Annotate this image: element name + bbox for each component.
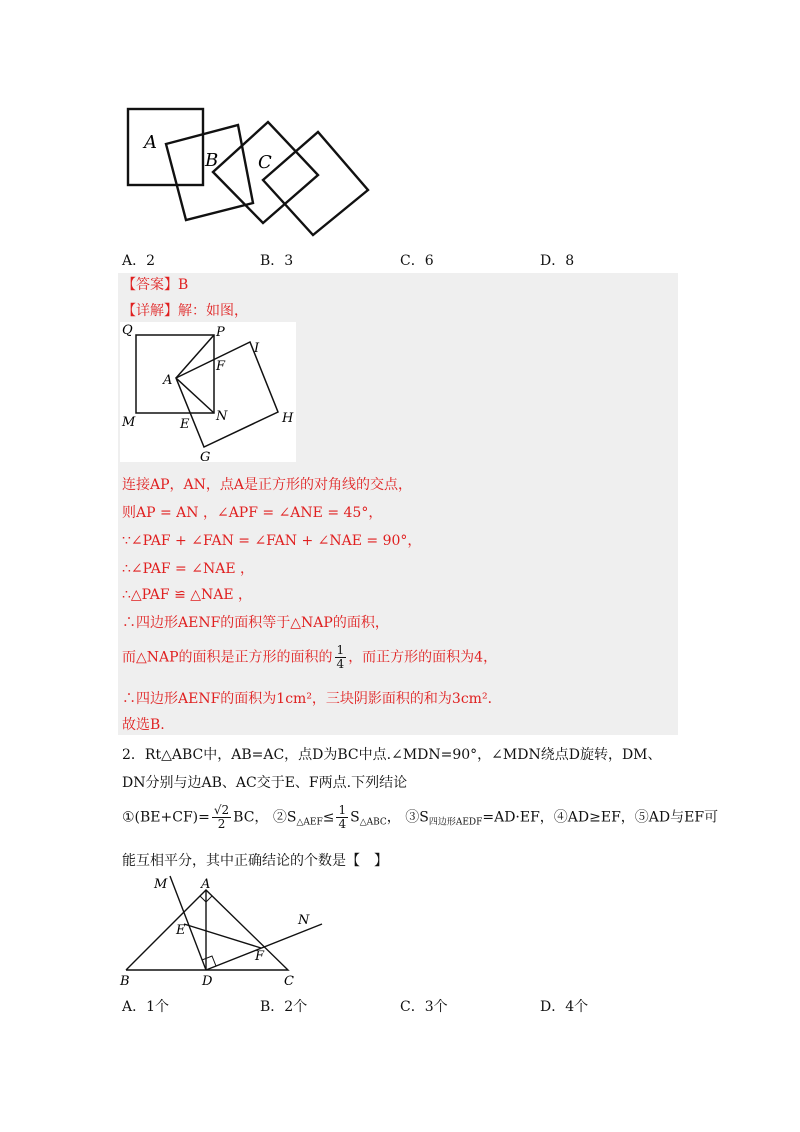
label-e: E: [180, 417, 190, 432]
line7-post: ，而正方形的面积为4，: [348, 649, 498, 666]
q2-stem-line-2: DN分别与边AB、AC交于E、F两点.下列结论: [122, 775, 408, 791]
c2-s: S: [350, 809, 360, 826]
label-a3: A: [201, 877, 211, 892]
c1-numerator: √2: [213, 803, 230, 817]
line7-pre: 而△NAP的面积是正方形的面积的: [122, 649, 333, 666]
label-b: B: [205, 150, 219, 171]
answer-figure: [118, 322, 298, 462]
solution-line-8: ∴四边形AENF的面积为1cm²，三块阴影面积的和为3cm²．: [122, 691, 502, 707]
q2-triangle-figure: [118, 872, 338, 992]
label-f: F: [216, 359, 226, 374]
label-d2: D: [202, 974, 213, 989]
q1-option-c[interactable]: C．6: [400, 253, 434, 269]
label-n: N: [216, 409, 228, 424]
c1-denominator: 2: [217, 817, 226, 831]
detail-line: [122, 302, 248, 320]
label-c2: C: [284, 974, 294, 989]
c3-pre: ③S: [405, 809, 429, 826]
c2-denominator: 4: [338, 817, 347, 831]
answer-line: [122, 276, 188, 294]
label-a2: A: [163, 373, 173, 388]
label-h: H: [282, 411, 294, 426]
label-i: I: [254, 341, 260, 356]
label-e2: E: [176, 923, 186, 938]
solution-line-1: 连接AP，AN，点A是正方形的对角线的交点，: [122, 477, 412, 493]
c2-sub2: △ABC: [359, 817, 387, 828]
label-m: M: [122, 415, 136, 430]
c2-mid: ≤: [322, 809, 335, 826]
q1-squares-figure: [118, 100, 378, 240]
detail-text: 解：如图，: [178, 303, 248, 319]
c1-post: BC，: [233, 809, 269, 826]
solution-line-6: ∴四边形AENF的面积等于△NAP的面积，: [122, 615, 389, 631]
q2-stem-line-1: 2．Rt△ABC中，AB=AC，点D为BC中点.∠MDN=90°，∠MDN绕点D旋转，DM、: [122, 747, 662, 763]
c2-numerator: 1: [338, 803, 347, 817]
label-f2: F: [255, 949, 265, 964]
square-a: [128, 109, 203, 185]
solution-line-4: ∴∠PAF = ∠NAE ，: [122, 561, 254, 577]
c2-sub1: △AEF: [296, 817, 323, 828]
square-d: [263, 132, 368, 235]
solution-line-2: 则AP = AN ，∠APF = ∠ANE = 45°，: [122, 505, 383, 521]
c2-pre: ②S: [272, 809, 297, 826]
label-q: Q: [122, 323, 133, 338]
q1-option-b[interactable]: B．3: [260, 253, 294, 269]
square-b: [166, 125, 253, 220]
fraction-denominator: 4: [336, 657, 345, 671]
label-p: P: [216, 325, 225, 340]
c1-pre: ①(BE+CF)=: [122, 809, 210, 826]
q1-option-a[interactable]: A．2: [122, 253, 156, 269]
c2-fraction: [336, 804, 348, 831]
q1-option-d[interactable]: D．8: [540, 253, 575, 269]
solution-conclusion: 故选B.: [122, 717, 165, 733]
c3-post: =AD·EF，④AD≥EF，⑤AD与EF可: [482, 809, 719, 826]
c2-post: ，: [386, 809, 401, 826]
solution-line-5: ∴△PAF ≌ △NAE ，: [122, 587, 253, 603]
q2-option-c[interactable]: C．3个: [400, 999, 448, 1015]
c1-fraction: [212, 804, 231, 831]
q2-option-d[interactable]: D．4个: [540, 999, 589, 1015]
solution-line-3: ∵∠PAF + ∠FAN = ∠FAN + ∠NAE = 90°，: [122, 533, 422, 549]
q2-option-a[interactable]: A．1个: [122, 999, 170, 1015]
fraction-numerator: 1: [336, 643, 345, 657]
label-n2: N: [298, 913, 310, 928]
quarter-fraction: [335, 644, 347, 671]
label-c: C: [258, 152, 272, 173]
q2-option-b[interactable]: B．2个: [260, 999, 308, 1015]
label-a: A: [144, 132, 157, 153]
answer-tag: 【答案】: [122, 277, 178, 293]
q2-conclusions-line: [122, 804, 718, 831]
detail-tag: 【详解】: [122, 303, 178, 319]
q2-stem-line-4: 能互相平分，其中正确结论的个数是【 】: [122, 853, 388, 869]
c3-sub: 四边形AEDF: [428, 817, 483, 828]
label-m2: M: [154, 877, 168, 892]
label-b2: B: [120, 974, 130, 989]
solution-line-7: [122, 644, 497, 671]
answer-value: B: [178, 277, 189, 293]
label-g: G: [200, 450, 211, 462]
